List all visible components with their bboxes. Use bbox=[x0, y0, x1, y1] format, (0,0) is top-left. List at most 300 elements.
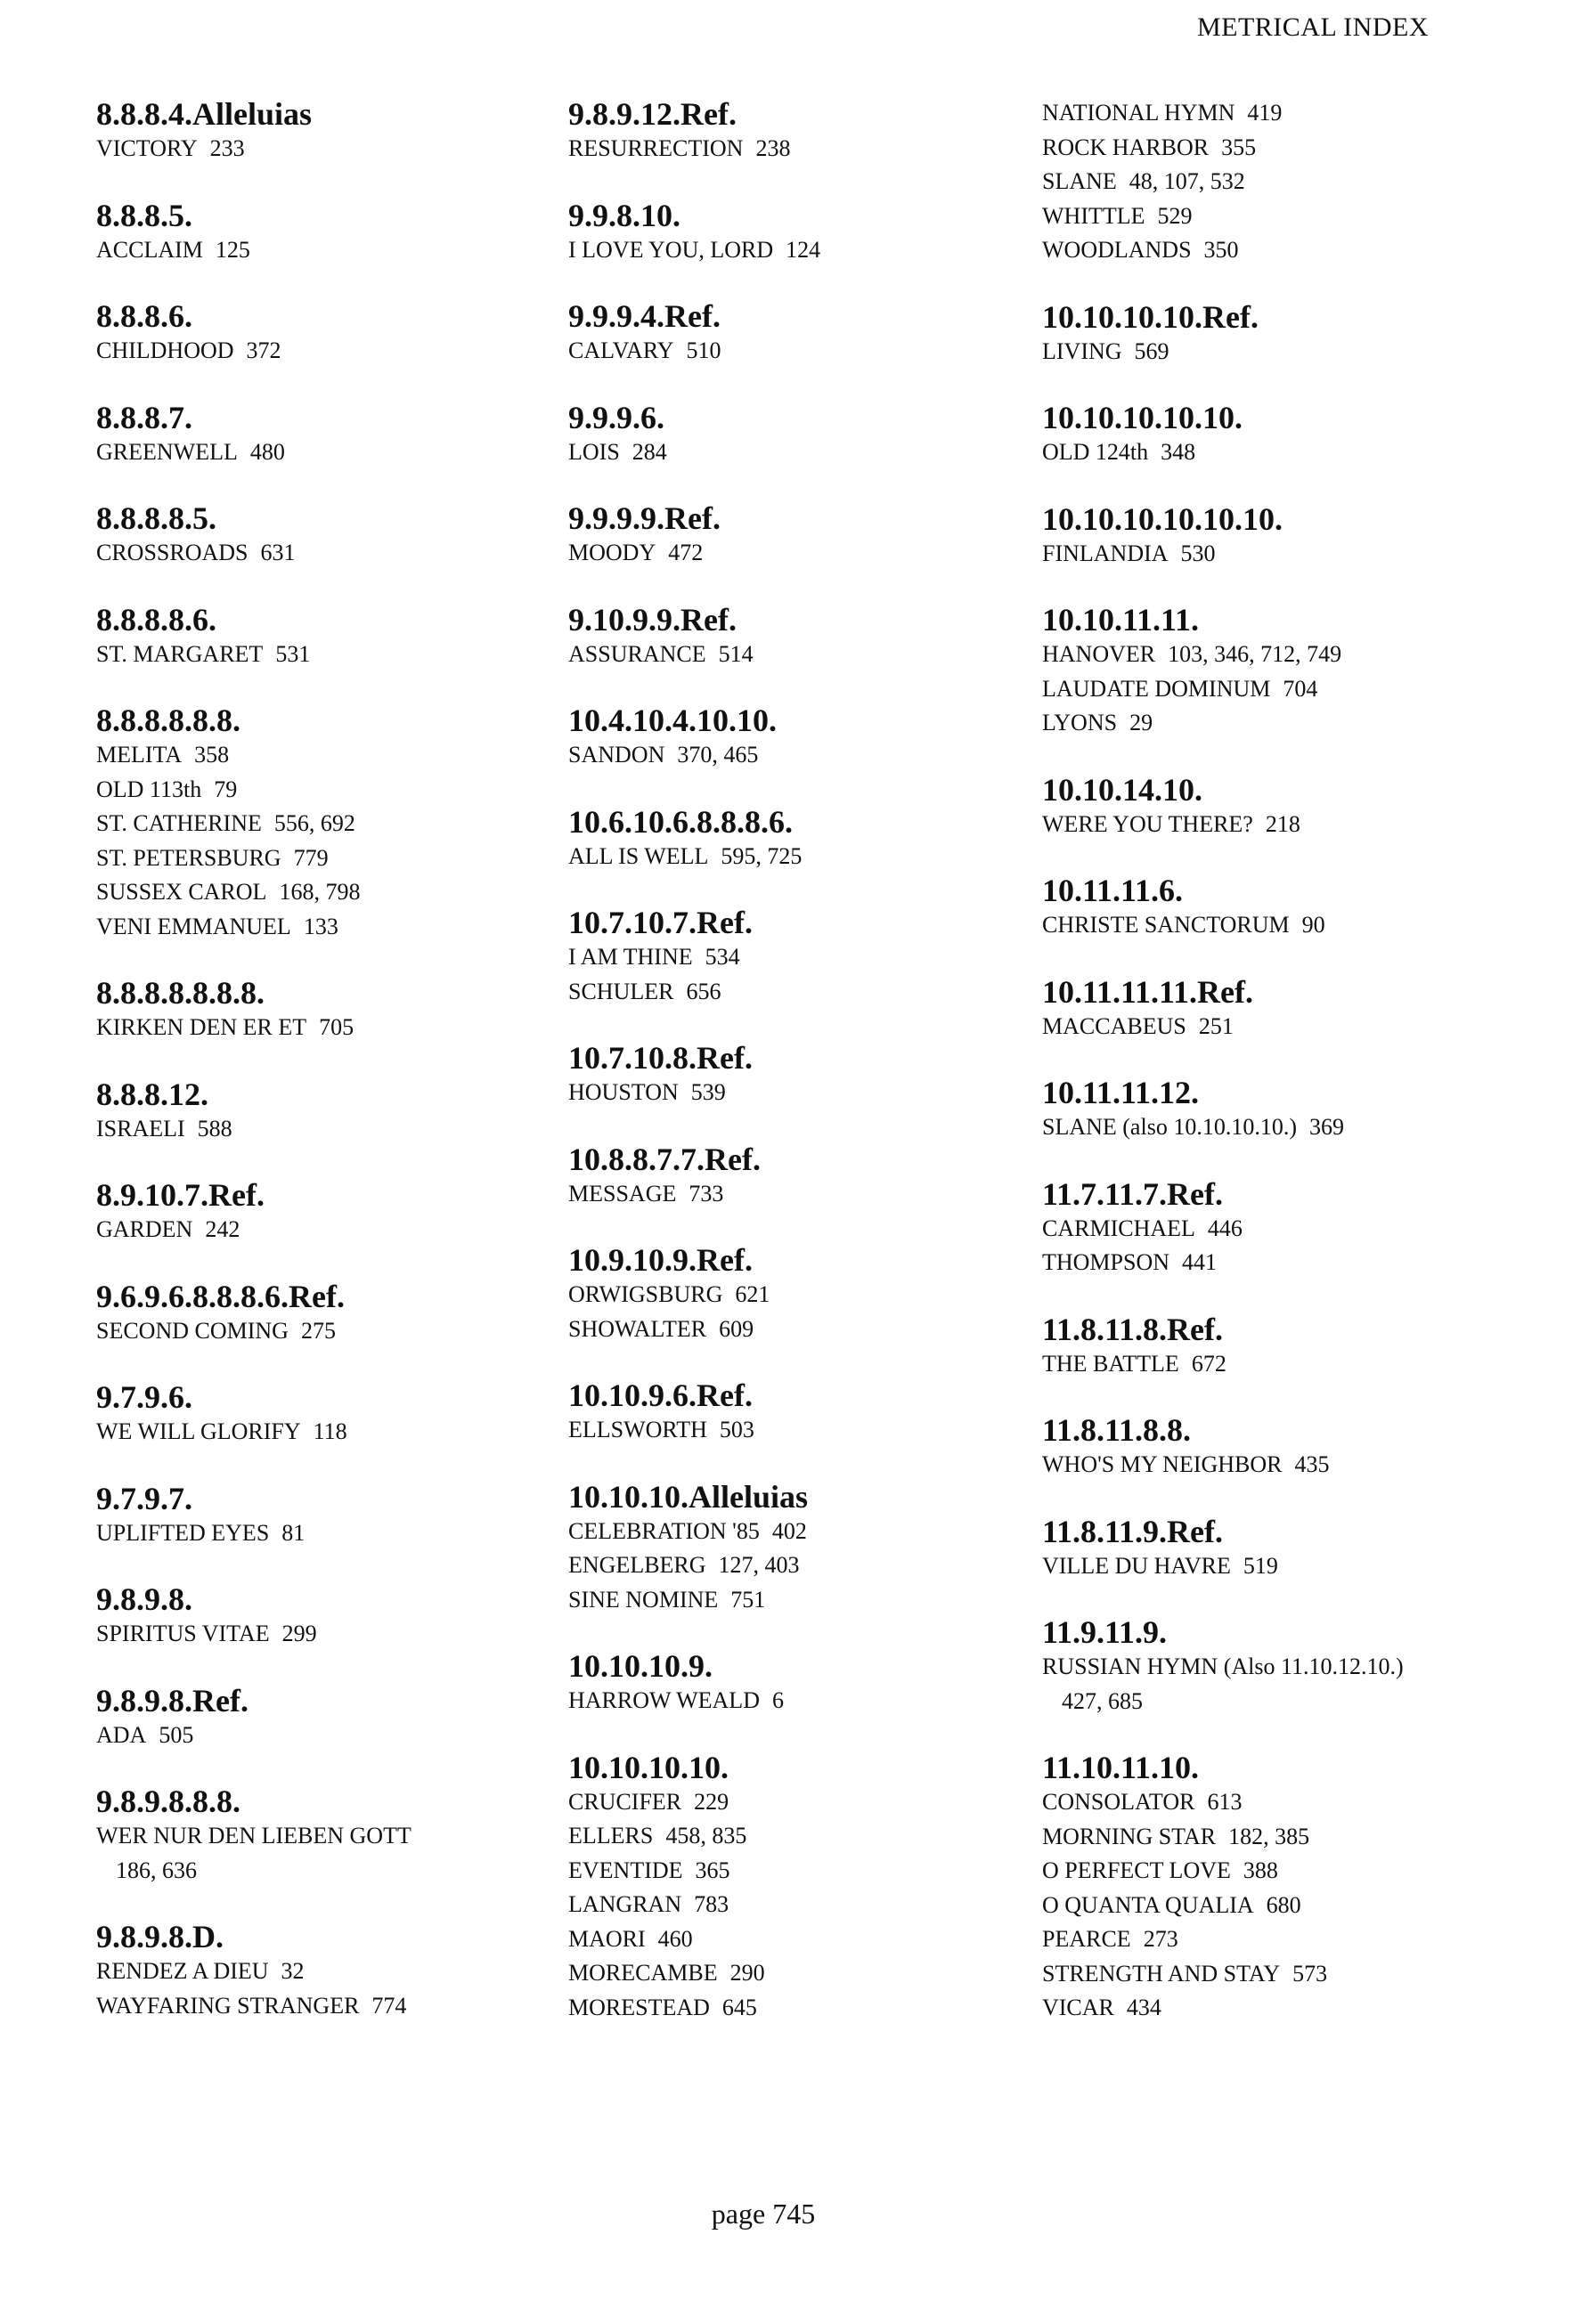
hymn-numbers: 273 bbox=[1143, 1926, 1178, 1952]
hymn-numbers: 6 bbox=[771, 1687, 784, 1713]
hymn-numbers: 79 bbox=[214, 776, 238, 802]
tune-entry bbox=[568, 1177, 1014, 1212]
tune-list bbox=[96, 1516, 524, 1551]
hymn-numbers: 588 bbox=[197, 1115, 232, 1142]
tune-entry bbox=[1042, 131, 1541, 166]
tune-list bbox=[568, 738, 1014, 773]
tune-entry bbox=[1042, 199, 1541, 234]
meter-heading: 10.10.10.9. bbox=[568, 1648, 713, 1684]
index-column-2 bbox=[568, 96, 1014, 2025]
tune-name: MORECAMBE bbox=[568, 1960, 718, 1986]
meter-heading: 9.9.8.10. bbox=[568, 197, 680, 233]
tune-list bbox=[96, 1954, 524, 2023]
tune-name: SECOND COMING bbox=[96, 1317, 289, 1344]
meter-heading: 11.9.11.9. bbox=[1042, 1614, 1168, 1650]
hymn-numbers: 510 bbox=[686, 337, 721, 363]
tune-list bbox=[1042, 1650, 1541, 1719]
tune-name: WHITTLE bbox=[1042, 202, 1145, 229]
hymn-numbers: 539 bbox=[690, 1079, 726, 1105]
meter-heading: 8.8.8.8.8.8.8. bbox=[96, 975, 265, 1011]
tune-entry bbox=[1042, 1854, 1541, 1889]
page-header: METRICAL INDEX bbox=[1196, 12, 1429, 42]
tune-list bbox=[1042, 1212, 1541, 1280]
meter-group bbox=[96, 602, 524, 672]
hymn-numbers: 573 bbox=[1292, 1960, 1328, 1987]
tune-name: ALL IS WELL bbox=[568, 842, 709, 869]
meter-group bbox=[568, 198, 1014, 268]
tune-entry bbox=[568, 1956, 1014, 1991]
meter-heading: 8.8.8.5. bbox=[96, 197, 192, 233]
tune-list bbox=[96, 233, 524, 268]
meter-heading: 11.10.11.10. bbox=[1042, 1750, 1200, 1785]
tune-name: SPIRITUS VITAE bbox=[96, 1621, 270, 1646]
meter-heading: 8.9.10.7.Ref. bbox=[96, 1177, 265, 1213]
hymn-numbers: 514 bbox=[718, 640, 754, 667]
page-number: page 745 bbox=[711, 2198, 816, 2230]
tune-name: OLD 124th bbox=[1042, 439, 1149, 465]
tune-name: VICTORY bbox=[96, 135, 198, 161]
tune-entry bbox=[96, 807, 524, 841]
meter-group bbox=[1042, 1312, 1541, 1382]
meter-heading: 9.7.9.7. bbox=[96, 1480, 192, 1516]
tune-list bbox=[568, 132, 1014, 167]
tune-entry bbox=[568, 840, 1014, 874]
tune-entry bbox=[1042, 165, 1541, 199]
hymn-numbers: 751 bbox=[730, 1586, 766, 1613]
tune-entry bbox=[1042, 1448, 1541, 1483]
meter-group bbox=[96, 1379, 524, 1450]
tune-name: PEARCE bbox=[1042, 1926, 1131, 1952]
meter-heading: 8.8.8.6. bbox=[96, 298, 192, 334]
hymn-numbers: 645 bbox=[721, 1994, 757, 2020]
tune-name: THOMPSON bbox=[1042, 1249, 1170, 1275]
tune-list bbox=[1042, 1010, 1541, 1044]
tune-name: NATIONAL HYMN bbox=[1042, 100, 1235, 126]
tune-entry bbox=[568, 1076, 1014, 1110]
tune-entry bbox=[568, 1922, 1014, 1957]
hymn-numbers: 358 bbox=[194, 742, 230, 768]
hymn-numbers: 613 bbox=[1207, 1789, 1243, 1815]
meter-group bbox=[1042, 1614, 1541, 1719]
tune-list bbox=[96, 435, 524, 470]
meter-heading: 10.10.14.10. bbox=[1042, 771, 1202, 808]
tune-name: LOIS bbox=[568, 438, 620, 465]
hymn-numbers: 519 bbox=[1243, 1552, 1278, 1579]
tune-name: WOODLANDS bbox=[1042, 237, 1192, 263]
meter-group bbox=[568, 500, 1014, 571]
hymn-numbers: 125 bbox=[215, 236, 250, 263]
hymn-numbers: 733 bbox=[689, 1180, 724, 1207]
meter-group bbox=[96, 1784, 524, 1888]
hymn-numbers: 299 bbox=[281, 1621, 317, 1646]
meter-group bbox=[96, 1919, 524, 2023]
meter-heading: 10.4.10.4.10.10. bbox=[568, 703, 777, 738]
tune-name: ST. MARGARET bbox=[96, 640, 264, 667]
hymn-numbers: 118 bbox=[313, 1418, 347, 1444]
meter-heading: 9.7.9.6. bbox=[96, 1379, 192, 1415]
tune-name: RUSSIAN HYMN (Also 11.10.12.10.) bbox=[1042, 1654, 1404, 1679]
meter-heading: 10.10.10.10.10. bbox=[1042, 400, 1243, 435]
tune-entry bbox=[1042, 1650, 1541, 1719]
hymn-numbers: 275 bbox=[300, 1317, 336, 1344]
tune-name: MACCABEUS bbox=[1042, 1012, 1186, 1039]
hymn-numbers: 350 bbox=[1203, 237, 1239, 263]
tune-name: UPLIFTED EYES bbox=[96, 1519, 270, 1546]
meter-group bbox=[96, 1279, 524, 1349]
tune-entry bbox=[96, 773, 524, 808]
tune-entry bbox=[96, 1719, 524, 1753]
tune-entry bbox=[96, 841, 524, 876]
meter-heading: 10.10.9.6.Ref. bbox=[568, 1377, 753, 1413]
hymn-numbers: 774 bbox=[371, 1992, 407, 2019]
hymn-numbers: 233 bbox=[209, 135, 245, 161]
hymn-numbers: 460 bbox=[657, 1925, 693, 1952]
hymn-numbers: 446 bbox=[1207, 1215, 1243, 1241]
meter-group bbox=[96, 1683, 524, 1753]
meter-group bbox=[568, 96, 1014, 167]
meter-group bbox=[1042, 1412, 1541, 1483]
tune-name: SCHULER bbox=[568, 978, 674, 1004]
meter-heading: 9.8.9.8.D. bbox=[96, 1919, 224, 1954]
meter-heading: 9.9.9.9.Ref. bbox=[568, 500, 721, 536]
tune-entry bbox=[1042, 1010, 1541, 1044]
tune-entry bbox=[568, 1888, 1014, 1922]
tune-list bbox=[1042, 335, 1541, 370]
hymn-numbers: 705 bbox=[319, 1014, 354, 1040]
tune-name: I LOVE YOU, LORD bbox=[568, 236, 774, 263]
tune-name: WE WILL GLORIFY bbox=[96, 1418, 301, 1444]
tune-entry bbox=[568, 1413, 1014, 1448]
meter-group bbox=[1042, 602, 1541, 741]
tune-entry bbox=[96, 738, 524, 773]
meter-heading: 8.8.8.7. bbox=[96, 399, 192, 435]
tune-list bbox=[96, 1011, 524, 1045]
tune-list bbox=[96, 1719, 524, 1753]
tune-list bbox=[1042, 435, 1541, 470]
tune-list bbox=[568, 840, 1014, 874]
tune-name: CHILDHOOD bbox=[96, 337, 234, 363]
tune-name: O QUANTA QUALIA bbox=[1042, 1891, 1254, 1918]
tune-name: ENGELBERG bbox=[568, 1552, 706, 1578]
meter-group bbox=[1042, 1750, 1541, 2026]
tune-entry bbox=[96, 435, 524, 470]
tune-entry bbox=[568, 638, 1014, 672]
index-column-1 bbox=[96, 96, 524, 2023]
meter-group bbox=[568, 1242, 1014, 1346]
tune-list bbox=[96, 132, 524, 167]
tune-name: SANDON bbox=[568, 742, 665, 768]
tune-list bbox=[1042, 638, 1541, 741]
tune-list bbox=[568, 334, 1014, 369]
meter-heading: 8.8.8.8.5. bbox=[96, 500, 216, 536]
hymn-numbers: 32 bbox=[281, 1958, 305, 1984]
hymn-numbers: 127, 403 bbox=[718, 1552, 800, 1578]
meter-heading: 10.10.11.11. bbox=[1042, 602, 1200, 638]
hymn-numbers: 186, 636 bbox=[116, 1857, 197, 1883]
tune-entry bbox=[96, 233, 524, 268]
meter-group bbox=[568, 1040, 1014, 1110]
tune-entry bbox=[1042, 672, 1541, 707]
tune-list bbox=[568, 536, 1014, 571]
meter-heading: 8.8.8.8.6. bbox=[96, 601, 216, 638]
tune-entry bbox=[1042, 908, 1541, 943]
meter-group bbox=[1042, 873, 1541, 943]
meter-heading: 10.9.10.9.Ref. bbox=[568, 1242, 753, 1278]
tune-list bbox=[1042, 1549, 1541, 1584]
meter-group bbox=[1042, 501, 1541, 572]
meter-heading: 8.8.8.4.Alleluias bbox=[96, 96, 313, 132]
tune-list bbox=[1042, 908, 1541, 943]
tune-entry bbox=[568, 1819, 1014, 1854]
tune-name: WAYFARING STRANGER bbox=[96, 1992, 360, 2019]
tune-list bbox=[568, 1278, 1014, 1346]
meter-heading: 8.8.8.8.8.8. bbox=[96, 703, 240, 738]
meter-heading: 11.7.11.7.Ref. bbox=[1042, 1175, 1223, 1212]
meter-group bbox=[1042, 772, 1541, 842]
hymn-numbers: 779 bbox=[293, 844, 329, 871]
meter-group bbox=[568, 1750, 1014, 2026]
tune-entry bbox=[96, 1516, 524, 1551]
meter-group bbox=[96, 198, 524, 268]
tune-entry bbox=[96, 1617, 524, 1652]
tune-name: GREENWELL bbox=[96, 438, 238, 465]
hymn-numbers: 534 bbox=[705, 944, 740, 970]
meter-group bbox=[96, 1581, 524, 1652]
tune-list bbox=[96, 1314, 524, 1349]
tune-name: CALVARY bbox=[568, 337, 674, 363]
tune-name: EVENTIDE bbox=[568, 1857, 683, 1883]
tune-entry bbox=[568, 1515, 1014, 1549]
tune-name: O PERFECT LOVE bbox=[1042, 1857, 1231, 1883]
meter-heading: 9.8.9.8.8.8. bbox=[96, 1784, 240, 1819]
tune-name: CHRISTE SANCTORUM bbox=[1042, 912, 1290, 938]
hymn-numbers: 388 bbox=[1243, 1857, 1278, 1883]
tune-name: ORWIGSBURG bbox=[568, 1281, 723, 1307]
tune-entry bbox=[568, 1991, 1014, 2026]
tune-name: VENI EMMANUEL bbox=[96, 913, 291, 939]
meter-heading: 11.8.11.8.Ref. bbox=[1042, 1311, 1223, 1347]
meter-group bbox=[96, 1177, 524, 1247]
meter-heading: 9.9.9.6. bbox=[568, 399, 664, 435]
meter-heading: 10.10.10.10.10.10. bbox=[1042, 500, 1283, 537]
tune-name: ASSURANCE bbox=[568, 640, 706, 667]
meter-group bbox=[568, 400, 1014, 470]
hymn-numbers: 631 bbox=[260, 540, 296, 565]
tune-name: GARDEN bbox=[96, 1216, 193, 1242]
tune-list bbox=[96, 536, 524, 571]
tune-name: HARROW WEALD bbox=[568, 1687, 760, 1713]
hymn-numbers: 48, 107, 532 bbox=[1129, 168, 1245, 194]
tune-list bbox=[96, 738, 524, 944]
tune-name: LIVING bbox=[1042, 337, 1122, 364]
tune-list bbox=[1042, 1448, 1541, 1483]
tune-entry bbox=[568, 1312, 1014, 1347]
tune-entry bbox=[96, 536, 524, 571]
tune-name: MELITA bbox=[96, 742, 183, 768]
meter-group bbox=[96, 975, 524, 1045]
tune-list bbox=[1042, 537, 1541, 572]
tune-list bbox=[568, 1684, 1014, 1719]
meter-heading: 11.8.11.8.8. bbox=[1042, 1412, 1192, 1448]
tune-list bbox=[1042, 808, 1541, 842]
tune-name: I AM THINE bbox=[568, 944, 693, 970]
hymn-numbers: 435 bbox=[1294, 1451, 1330, 1477]
meter-heading: 10.10.10.10. bbox=[568, 1749, 729, 1785]
meter-heading: 10.8.8.7.7.Ref. bbox=[568, 1141, 761, 1177]
tune-entry bbox=[568, 1854, 1014, 1889]
tune-name: FINLANDIA bbox=[1042, 540, 1169, 566]
tune-entry bbox=[568, 940, 1014, 975]
tune-name: ADA bbox=[96, 1721, 147, 1748]
tune-entry bbox=[96, 132, 524, 167]
tune-entry bbox=[1042, 706, 1541, 741]
tune-name: ELLERS bbox=[568, 1823, 654, 1849]
meter-group bbox=[568, 1377, 1014, 1448]
tune-name: RESURRECTION bbox=[568, 135, 744, 161]
hymn-numbers: 595, 725 bbox=[721, 842, 803, 869]
meter-group bbox=[1042, 1075, 1541, 1145]
hymn-numbers: 556, 692 bbox=[273, 810, 355, 836]
tune-name: ELLSWORTH bbox=[568, 1417, 707, 1442]
meter-heading: 10.10.10.10.Ref. bbox=[1042, 298, 1259, 335]
hymn-numbers: 427, 685 bbox=[1062, 1687, 1143, 1714]
tune-name: SLANE bbox=[1042, 168, 1117, 194]
hymn-numbers: 365 bbox=[695, 1857, 730, 1883]
tune-entry bbox=[568, 975, 1014, 1010]
hymn-numbers: 531 bbox=[275, 640, 311, 667]
tune-entry bbox=[1042, 1785, 1541, 1820]
tune-entry bbox=[1042, 435, 1541, 470]
tune-name: ST. PETERSBURG bbox=[96, 844, 281, 871]
tune-name: CONSOLATOR bbox=[1042, 1789, 1195, 1815]
tune-entry bbox=[568, 536, 1014, 571]
tune-entry bbox=[568, 1583, 1014, 1618]
meter-group bbox=[96, 96, 524, 167]
tune-entry bbox=[1042, 1110, 1541, 1145]
tune-entry bbox=[568, 435, 1014, 470]
tune-entry bbox=[568, 132, 1014, 167]
meter-heading: 9.10.9.9.Ref. bbox=[568, 601, 737, 638]
tune-entry bbox=[96, 1819, 524, 1888]
meter-group bbox=[96, 298, 524, 369]
hymn-numbers: 609 bbox=[719, 1315, 754, 1342]
hymn-numbers: 419 bbox=[1247, 100, 1283, 126]
hymn-numbers: 480 bbox=[249, 438, 285, 465]
tune-name: HOUSTON bbox=[568, 1079, 679, 1105]
tune-entry bbox=[1042, 1347, 1541, 1382]
tune-list bbox=[568, 638, 1014, 672]
tune-name: THE BATTLE bbox=[1042, 1350, 1179, 1377]
tune-name: MORNING STAR bbox=[1042, 1823, 1217, 1849]
tune-entry bbox=[96, 1954, 524, 1989]
hymn-numbers: 672 bbox=[1191, 1350, 1226, 1377]
meter-heading: 9.8.9.8. bbox=[96, 1581, 192, 1617]
meter-group bbox=[96, 703, 524, 944]
tune-entry bbox=[96, 1112, 524, 1147]
tune-list bbox=[96, 1819, 524, 1888]
tune-name: LAUDATE DOMINUM bbox=[1042, 675, 1271, 702]
hymn-numbers: 704 bbox=[1283, 675, 1318, 702]
hymn-numbers: 503 bbox=[719, 1417, 754, 1442]
meter-heading: 11.8.11.9.Ref. bbox=[1042, 1513, 1223, 1549]
tune-entry bbox=[1042, 1212, 1541, 1247]
tune-list bbox=[568, 1785, 1014, 2026]
tune-name: SINE NOMINE bbox=[568, 1586, 719, 1613]
meter-heading: 10.6.10.6.8.8.8.6. bbox=[568, 803, 793, 840]
tune-entry bbox=[1042, 233, 1541, 268]
tune-list bbox=[96, 1617, 524, 1652]
tune-list bbox=[96, 638, 524, 672]
meter-group bbox=[1042, 96, 1541, 268]
tune-entry bbox=[96, 910, 524, 945]
meter-group bbox=[568, 905, 1014, 1009]
hymn-numbers: 133 bbox=[303, 913, 338, 939]
tune-entry bbox=[1042, 1957, 1541, 1992]
hymn-numbers: 124 bbox=[786, 236, 821, 263]
meter-heading: 10.7.10.7.Ref. bbox=[568, 905, 753, 940]
tune-entry bbox=[1042, 808, 1541, 842]
hymn-numbers: 182, 385 bbox=[1228, 1823, 1310, 1849]
tune-list bbox=[568, 1076, 1014, 1110]
hymn-numbers: 251 bbox=[1198, 1012, 1234, 1039]
hymn-numbers: 441 bbox=[1182, 1249, 1218, 1275]
tune-entry bbox=[1042, 96, 1541, 131]
tune-name: RENDEZ A DIEU bbox=[96, 1958, 269, 1984]
hymn-numbers: 229 bbox=[694, 1788, 729, 1815]
hymn-numbers: 103, 346, 712, 749 bbox=[1168, 641, 1342, 667]
hymn-numbers: 218 bbox=[1265, 810, 1300, 837]
tune-list bbox=[1042, 1347, 1541, 1382]
tune-name: MAORI bbox=[568, 1925, 646, 1952]
tune-list bbox=[1042, 1785, 1541, 2026]
hymn-numbers: 372 bbox=[246, 337, 281, 363]
tune-list bbox=[96, 1112, 524, 1147]
tune-name: ST. CATHERINE bbox=[96, 810, 262, 836]
tune-name: SHOWALTER bbox=[568, 1315, 707, 1342]
meter-group bbox=[96, 500, 524, 571]
tune-entry bbox=[1042, 1922, 1541, 1957]
meter-group bbox=[1042, 1176, 1541, 1280]
meter-group bbox=[568, 1142, 1014, 1212]
tune-name: WER NUR DEN LIEBEN GOTT bbox=[96, 1823, 412, 1849]
tune-list bbox=[96, 1415, 524, 1450]
tune-entry bbox=[568, 233, 1014, 268]
index-column-3 bbox=[1042, 96, 1541, 2026]
meter-group bbox=[568, 298, 1014, 369]
hymn-numbers: 530 bbox=[1180, 540, 1216, 566]
tune-name: MORESTEAD bbox=[568, 1994, 710, 2020]
tune-name: MESSAGE bbox=[568, 1180, 677, 1207]
tune-list bbox=[568, 1413, 1014, 1448]
tune-list bbox=[1042, 96, 1541, 268]
tune-name: ISRAELI bbox=[96, 1115, 185, 1142]
hymn-numbers: 783 bbox=[694, 1891, 729, 1917]
tune-entry bbox=[1042, 1991, 1541, 2026]
meter-group bbox=[1042, 299, 1541, 370]
meter-heading: 10.10.10.Alleluias bbox=[568, 1478, 809, 1515]
tune-entry bbox=[96, 334, 524, 369]
hymn-numbers: 529 bbox=[1157, 202, 1193, 229]
tune-entry bbox=[96, 1011, 524, 1045]
tune-entry bbox=[568, 1548, 1014, 1583]
meter-group bbox=[568, 703, 1014, 773]
meter-group bbox=[96, 1481, 524, 1551]
hymn-numbers: 81 bbox=[281, 1519, 306, 1546]
tune-name: VILLE DU HAVRE bbox=[1042, 1552, 1231, 1579]
tune-name: LANGRAN bbox=[568, 1891, 682, 1917]
tune-name: ROCK HARBOR bbox=[1042, 134, 1210, 160]
tune-name: VICAR bbox=[1042, 1995, 1114, 2020]
